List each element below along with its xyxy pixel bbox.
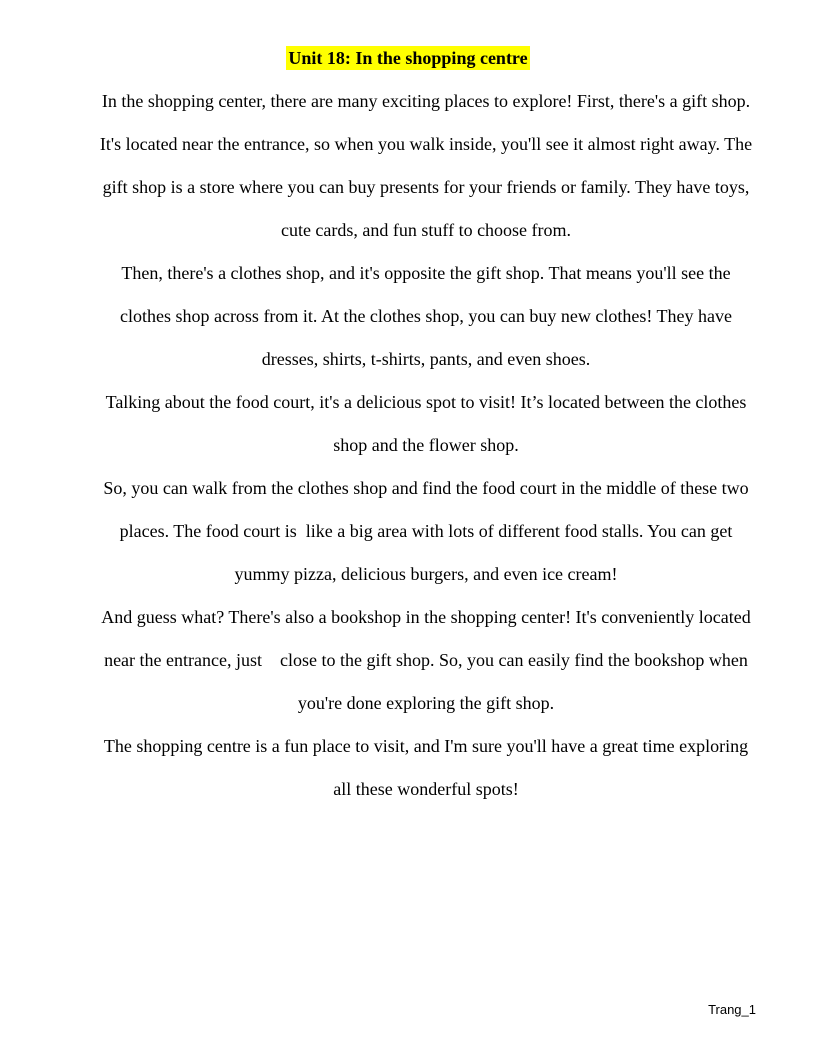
page-title: Unit 18: In the shopping centre xyxy=(288,48,528,68)
paragraph-bookshop: And guess what? There's also a bookshop in the shopping center! It's conveniently located near the entrance, just close to the gift shop. So, you can easily find the bookshop when you're done exploring the gift shop. xyxy=(101,607,756,713)
document-body xyxy=(96,80,756,811)
paragraph-conclusion: The shopping centre is a fun place to visit, and I'm sure you'll have a great time exploring all these wonderful spots! xyxy=(103,736,753,799)
page-footer-label: Trang_1 xyxy=(708,1002,756,1017)
paragraph-clothes-shop: Then, there's a clothes shop, and it's opposite the gift shop. That means you'll see the clothes shop across from it. At the clothes shop, you can buy new clothes! They have dresses, shirts, t-shirts, pants, and even shoes. xyxy=(119,263,737,369)
paragraph-food-stalls: So, you can walk from the clothes shop and find the food court in the middle of these two places. The food court is like a big area with lots of different food stalls. You can get yummy pizza, delicious burgers, and even ice cream! xyxy=(103,478,754,584)
title-container xyxy=(0,46,816,70)
paragraph-food-court: Talking about the food court, it's a delicious spot to visit! It’s located between the clothes shop and the flower shop. xyxy=(105,392,751,455)
paragraph-gift-shop: In the shopping center, there are many exciting places to explore! First, there's a gift shop. It's located near the entrance, so when you walk inside, you'll see it almost right away. The gift shop is a store where you can buy presents for your friends or family. They have toys, cute cards, and fun stuff to choose from. xyxy=(99,91,757,240)
